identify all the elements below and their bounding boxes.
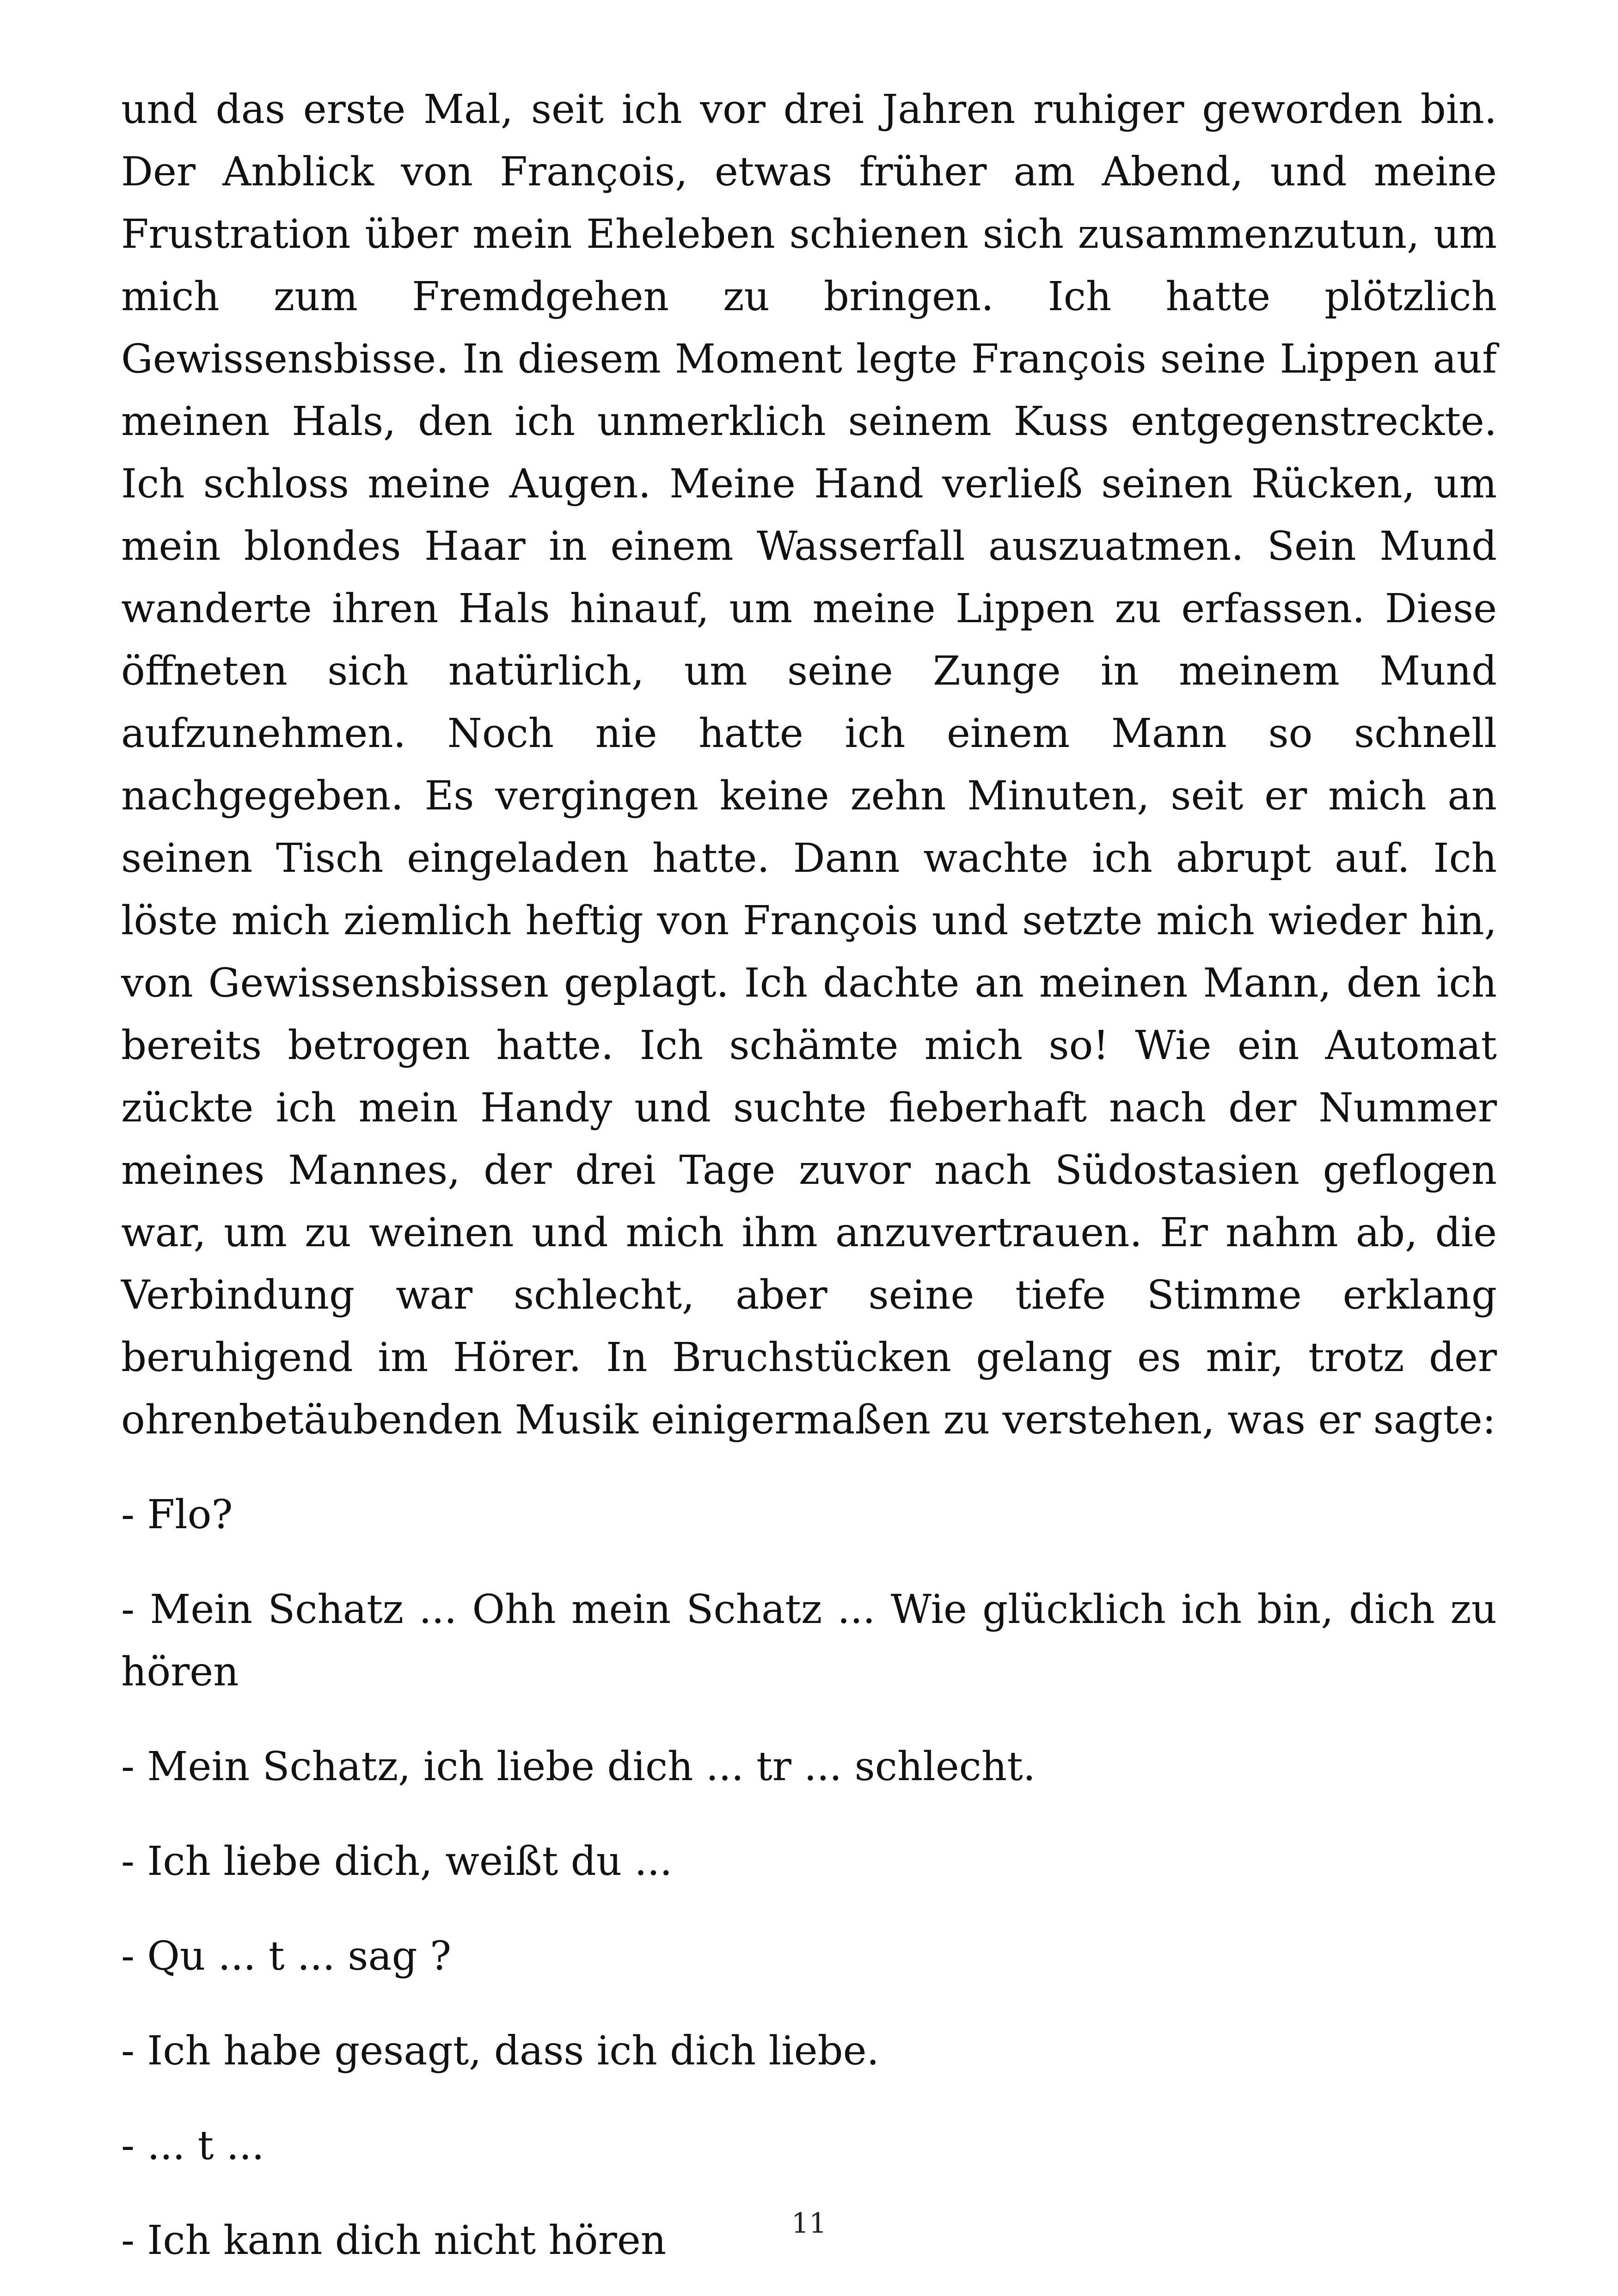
dialogue-line: - Ich liebe dich, weißt du ... — [121, 1838, 673, 1885]
dialogue-line: - Mein Schatz ... Ohh mein Schatz ... Wie glücklich ich bin, dich zu hören — [121, 1586, 1497, 1695]
body-text — [121, 79, 1497, 2272]
page-number: 11 — [791, 2207, 827, 2240]
dialogue-line: - Ich habe gesagt, dass ich dich liebe. — [121, 2028, 879, 2074]
dialogue-line: - Mein Schatz, ich liebe dich ... tr ... schlecht. — [121, 1744, 1036, 1790]
dialogue-line: - Ich kann dich nicht hören — [121, 2217, 667, 2264]
narrative-paragraph: und das erste Mal, seit ich vor drei Jahren ruhiger geworden bin. Der Anblick von François, etwas früher am Abend, und meine Frustration über mein Eheleben schienen sich zusammenzutun, um mich zum Fremdgehen zu bringen. Ich hatte plötzlich Gewissensbisse. In diesem Moment legte François seine Lippen auf meinen Hals, den ich unmerklich seinem Kuss entgegenstreckte. Ich schloss meine Augen. Meine Hand verließ seinen Rücken, um mein blondes Haar in einem Wasserfall auszuatmen. Sein Mund wanderte ihren Hals hinauf, um meine Lippen zu erfassen. Diese öffneten sich natürlich, um seine Zunge in meinem Mund aufzunehmen. Noch nie hatte ich einem Mann so schnell nachgegeben. Es vergingen keine zehn Minuten, seit er mich an seinen Tisch eingeladen hatte. Dann wachte ich abrupt auf. Ich löste mich ziemlich heftig von François und setzte mich wieder hin, von Gewissensbissen geplagt. Ich dachte an meinen Mann, den ich bereits betrogen hatte. Ich schämte mich so! Wie ein Automat zückte ich mein Handy und suchte fieberhaft nach der Nummer meines Mannes, der drei Tage zuvor nach Südostasien geflogen war, um zu weinen und mich ihm anzuvertrauen. Er nahm ab, die Verbindung war schlecht, aber seine tiefe Stimme erklang beruhigend im Hörer. In Bruchstücken gelang es mir, trotz der ohrenbetäubenden Musik einigermaßen zu verstehen, was er sagte: — [121, 86, 1497, 1443]
dialogue-list — [121, 1484, 1497, 2272]
dialogue-line: - Flo? — [121, 1492, 233, 1538]
dialogue-line: - Qu ... t ... sag ? — [121, 1933, 452, 1979]
dialogue-line: - ... t ... — [121, 2123, 264, 2169]
